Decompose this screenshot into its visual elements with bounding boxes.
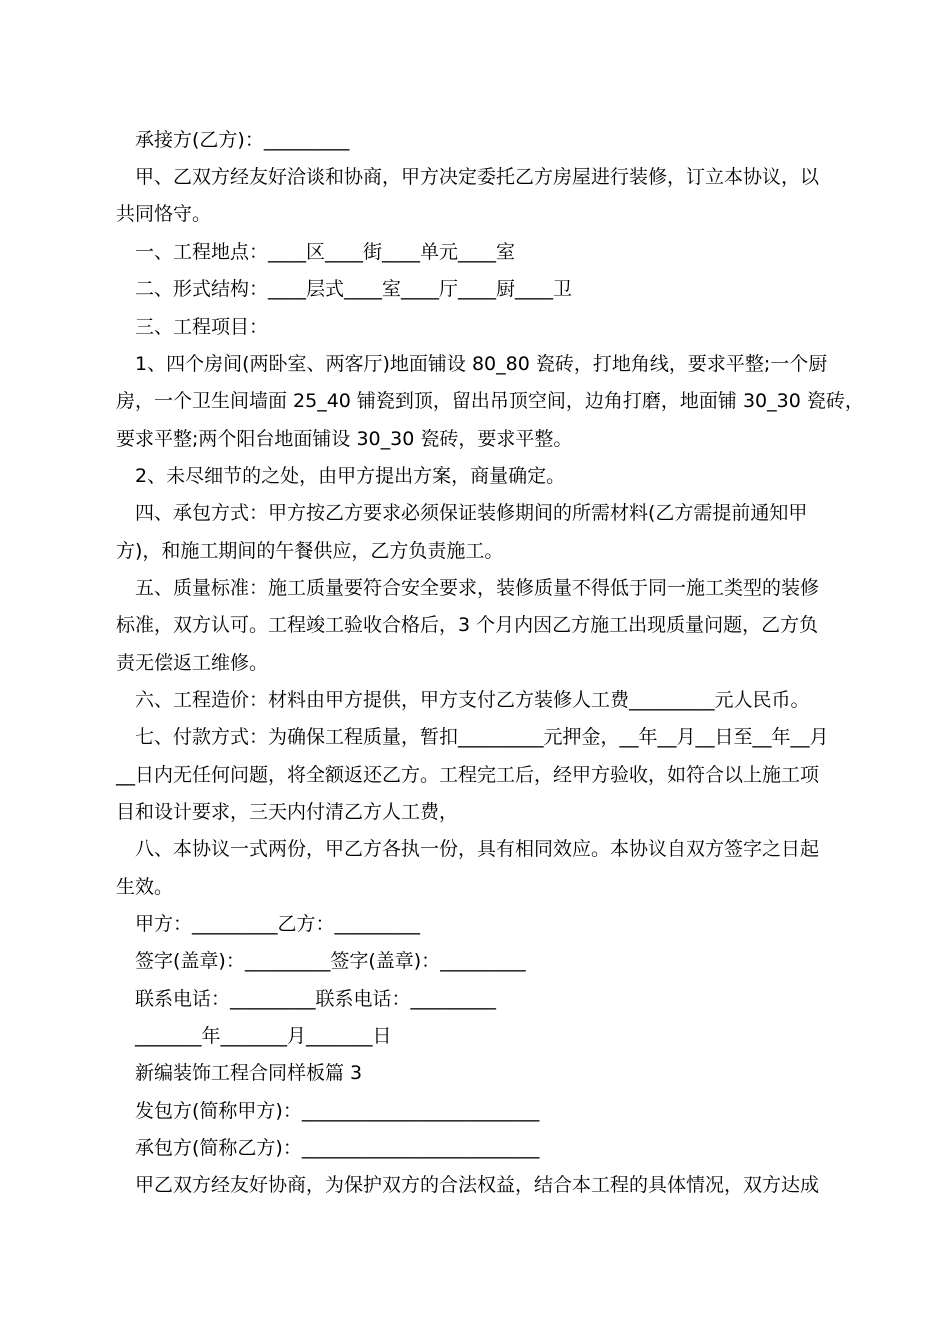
text-line: 五、质量标准：施工质量要符合安全要求，装修质量不得低于同一施工类型的装修 (135, 577, 820, 599)
text-line: 1、四个房间(两卧室、两客厅)地面铺设 80_80 瓷砖，打地角线，要求平整;一个厨 (135, 353, 828, 375)
text-line: 甲、乙双方经友好洽谈和协商，甲方决定委托乙方房屋进行装修，订立本协议，以 (135, 166, 820, 188)
text-line: 八、本协议一式两份，甲乙方各执一份，具有相同效应。本协议自双方签字之日起 (135, 838, 820, 860)
text-line: 责无偿返工维修。 (116, 652, 269, 674)
text-line: 联系电话：_________联系电话：_________ (135, 988, 497, 1010)
text-line: 签字(盖章)：_________签字(盖章)：_________ (135, 950, 526, 972)
text-line: 六、工程造价：材料由甲方提供，甲方支付乙方装修人工费_________元人民币。 (135, 689, 810, 711)
text-line: 方)，和施工期间的午餐供应，乙方负责施工。 (116, 540, 504, 562)
text-line: 标准，双方认可。工程竣工验收合格后，3 个月内因乙方施工出现质量问题，乙方负 (116, 614, 819, 636)
text-line: 甲方：_________乙方：_________ (135, 913, 421, 935)
text-line: 2、未尽细节的之处，由甲方提出方案，商量确定。 (135, 465, 566, 487)
text-line: 共同恪守。 (116, 203, 212, 225)
text-line: 甲乙双方经友好协商，为保护双方的合法权益，结合本工程的具体情况，双方达成 (135, 1174, 820, 1196)
text-line: 七、付款方式：为确保工程质量，暂扣_________元押金，__年__月__日至__年__月 (135, 726, 829, 748)
text-line: 目和设计要求，三天内付清乙方人工费， (116, 801, 459, 823)
text-line: _______年_______月_______日 (135, 1025, 392, 1047)
text-line: 要求平整;两个阳台地面铺设 30_30 瓷砖，要求平整。 (116, 428, 573, 450)
text-line: 生效。 (116, 876, 174, 898)
text-line: 房，一个卫生间墙面 25_40 铺瓷到顶，留出吊顶空间，边角打磨，地面铺 30_30 瓷砖， (116, 390, 864, 412)
text-line: 承接方(乙方)：_________ (135, 129, 350, 151)
text-line: 四、承包方式：甲方按乙方要求必须保证装修期间的所需材料(乙方需提前通知甲 (135, 502, 808, 524)
text-line: 发包方(简称甲方)：_________________________ (135, 1100, 540, 1122)
section-title: 新编装饰工程合同样板篇 3 (135, 1062, 363, 1084)
text-line: 一、工程地点：____区____街____单元____室 (135, 241, 516, 263)
text-line: 三、工程项目： (135, 316, 269, 338)
text-line: 二、形式结构：____层式____室____厅____厨____卫 (135, 278, 573, 300)
text-line: __日内无任何问题，将全额返还乙方。工程完工后，经甲方验收，如符合以上施工项 (116, 764, 820, 786)
text-line: 承包方(简称乙方)：_________________________ (135, 1137, 540, 1159)
